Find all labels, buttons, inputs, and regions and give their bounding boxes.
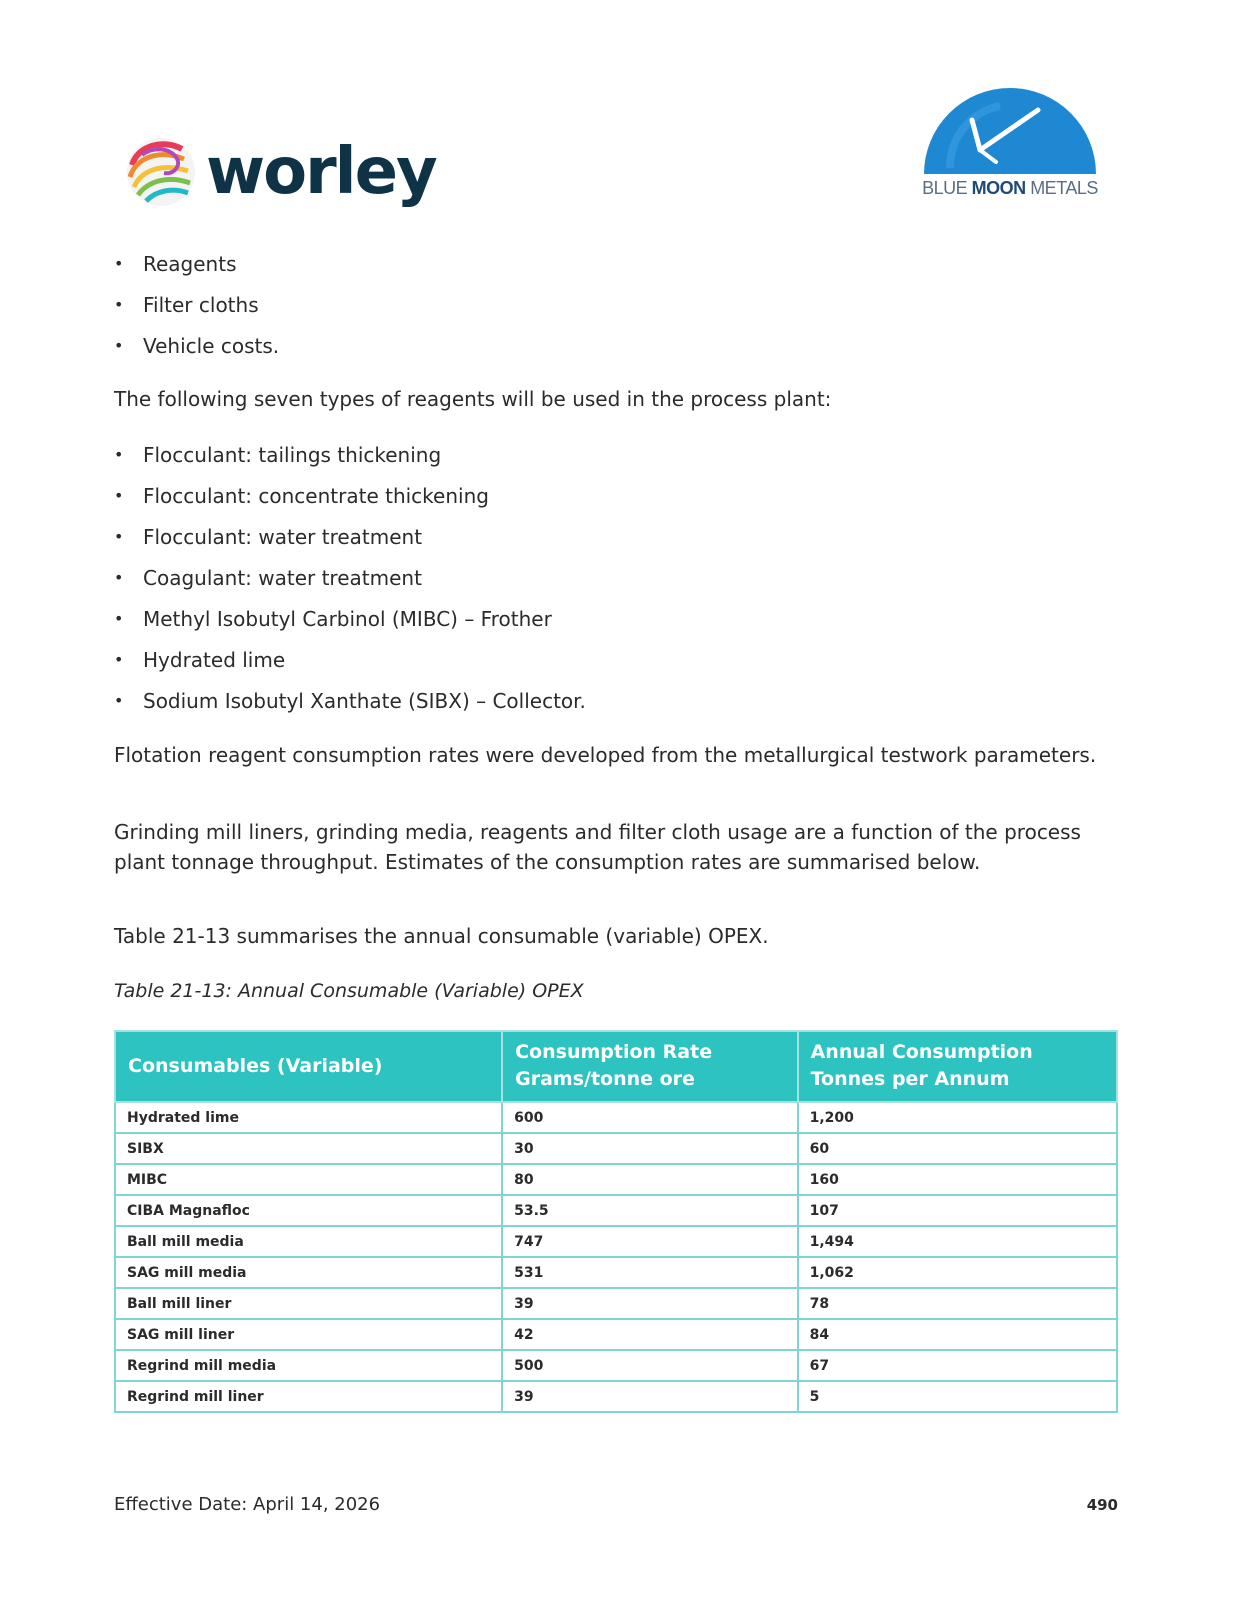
reagents-intro-paragraph: The following seven types of reagents will be used in the process plant: <box>114 387 832 411</box>
cell-consumption-rate: 39 <box>502 1288 797 1319</box>
cell-consumption-rate: 80 <box>502 1164 797 1195</box>
effective-date: Effective Date: April 14, 2026 <box>114 1494 381 1515</box>
list-item: • Vehicle costs. <box>114 333 279 374</box>
cell-annual-consumption: 67 <box>798 1350 1117 1381</box>
table-header-row <box>115 1031 1117 1102</box>
cell-consumption-rate: 600 <box>502 1102 797 1133</box>
list-item: • Flocculant: water treatment <box>114 524 586 565</box>
table-caption: Table 21-13: Annual Consumable (Variable) OPEX <box>114 980 584 1002</box>
cell-annual-consumption: 160 <box>798 1164 1117 1195</box>
page-number: 490 <box>1086 1496 1118 1514</box>
list-item: • Coagulant: water treatment <box>114 565 586 606</box>
table-row <box>115 1381 1117 1412</box>
cell-consumable: SAG mill media <box>115 1257 502 1288</box>
cell-annual-consumption: 107 <box>798 1195 1117 1226</box>
table-reference-paragraph: Table 21-13 summarises the annual consumable (variable) OPEX. <box>114 924 769 948</box>
cell-consumption-rate: 39 <box>502 1381 797 1412</box>
list-item: • Reagents <box>114 251 279 292</box>
table-row <box>115 1350 1117 1381</box>
worley-logo <box>124 132 436 212</box>
cell-consumption-rate: 747 <box>502 1226 797 1257</box>
table-row <box>115 1164 1117 1195</box>
cell-annual-consumption: 1,200 <box>798 1102 1117 1133</box>
column-header-consumption-rate: Consumption Rate Grams/tonne ore <box>502 1031 797 1102</box>
list-item: • Methyl Isobutyl Carbinol (MIBC) – Frother <box>114 606 586 647</box>
worley-wordmark: worley <box>206 135 436 209</box>
cell-consumable: Regrind mill liner <box>115 1381 502 1412</box>
cell-annual-consumption: 1,062 <box>798 1257 1117 1288</box>
table-row <box>115 1102 1117 1133</box>
blue-moon-metals-wordmark: BLUE MOON METALS <box>922 178 1098 198</box>
cell-consumable: Hydrated lime <box>115 1102 502 1133</box>
cell-consumable: Ball mill liner <box>115 1288 502 1319</box>
list-item: • Filter cloths <box>114 292 279 333</box>
reagents-bullet-list <box>114 442 586 729</box>
consumables-bullet-list <box>114 251 279 374</box>
list-item: • Sodium Isobutyl Xanthate (SIBX) – Collector. <box>114 688 586 729</box>
table-row <box>115 1133 1117 1164</box>
cell-consumption-rate: 531 <box>502 1257 797 1288</box>
cell-annual-consumption: 5 <box>798 1381 1117 1412</box>
cell-consumption-rate: 53.5 <box>502 1195 797 1226</box>
blue-moon-clock-icon <box>910 76 1110 186</box>
column-header-consumables: Consumables (Variable) <box>115 1031 502 1102</box>
grinding-paragraph: Grinding mill liners, grinding media, reagents and filter cloth usage are a function of the process plant tonnage throughput. Estimates of the consumption rates are summarised below. <box>114 820 1081 874</box>
worley-swirl-icon <box>124 135 198 209</box>
table-row <box>115 1288 1117 1319</box>
cell-consumable: Ball mill media <box>115 1226 502 1257</box>
blue-moon-metals-logo <box>910 76 1110 206</box>
list-item: • Flocculant: tailings thickening <box>114 442 586 483</box>
cell-consumable: CIBA Magnafloc <box>115 1195 502 1226</box>
opex-table <box>114 1030 1118 1413</box>
cell-consumption-rate: 500 <box>502 1350 797 1381</box>
table-row <box>115 1319 1117 1350</box>
list-item: • Flocculant: concentrate thickening <box>114 483 586 524</box>
table-row <box>115 1195 1117 1226</box>
cell-consumable: MIBC <box>115 1164 502 1195</box>
cell-consumable: Regrind mill media <box>115 1350 502 1381</box>
table-row <box>115 1226 1117 1257</box>
cell-annual-consumption: 60 <box>798 1133 1117 1164</box>
cell-consumable: SIBX <box>115 1133 502 1164</box>
table-row <box>115 1257 1117 1288</box>
list-item: • Hydrated lime <box>114 647 586 688</box>
cell-consumption-rate: 42 <box>502 1319 797 1350</box>
cell-consumption-rate: 30 <box>502 1133 797 1164</box>
cell-annual-consumption: 1,494 <box>798 1226 1117 1257</box>
cell-annual-consumption: 78 <box>798 1288 1117 1319</box>
cell-annual-consumption: 84 <box>798 1319 1117 1350</box>
cell-consumable: SAG mill liner <box>115 1319 502 1350</box>
column-header-annual-consumption: Annual Consumption Tonnes per Annum <box>798 1031 1117 1102</box>
flotation-paragraph: Flotation reagent consumption rates were developed from the metallurgical testwork parameters. <box>114 743 1097 767</box>
